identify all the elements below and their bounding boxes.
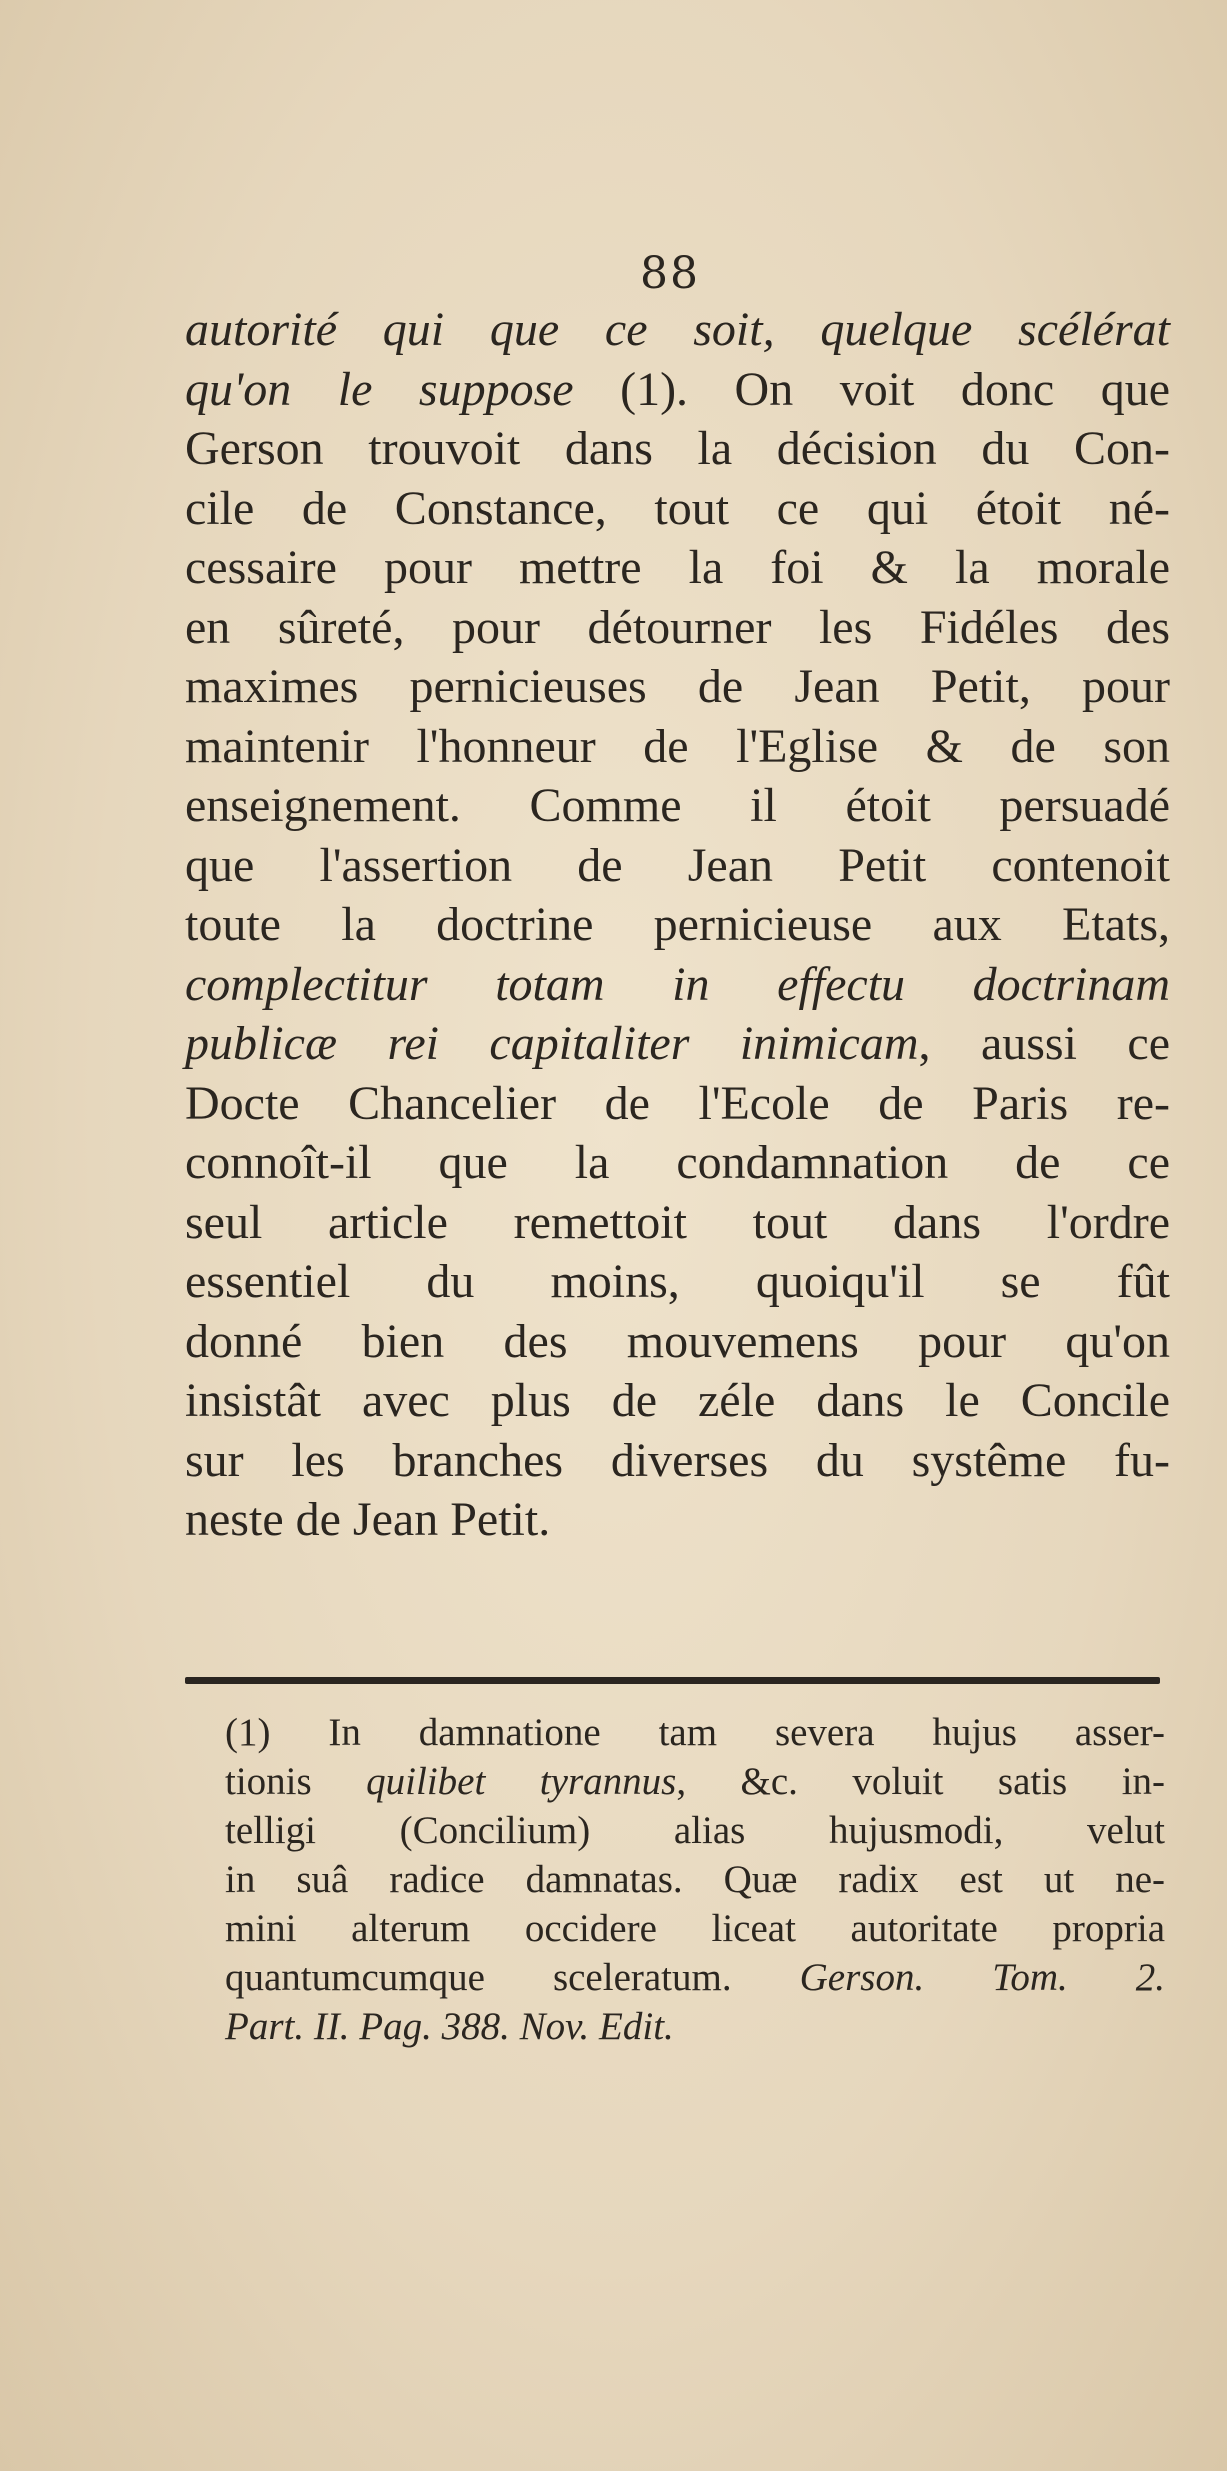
body-line [185, 657, 1170, 717]
text-segment: que l'assertion de Jean Petit contenoit [185, 838, 1170, 892]
body-line [185, 717, 1170, 777]
body-line [185, 1074, 1170, 1134]
text-segment: quilibet tyrannus [366, 1760, 677, 1803]
text-segment: complectitur totam in effectu doctrinam [185, 957, 1170, 1011]
body-line [185, 836, 1170, 896]
body-line [185, 1490, 1170, 1550]
body-line [185, 1312, 1170, 1372]
footnote-line [225, 1953, 1165, 2002]
footnote-divider [185, 1677, 1160, 1684]
body-line [185, 360, 1170, 420]
text-segment: (1) In damnatione tam severa hujus asser- [225, 1711, 1165, 1754]
text-segment: Gerson trouvoit dans la décision du Con- [185, 422, 1170, 475]
text-segment: cile de Constance, tout ce qui étoit né- [185, 481, 1170, 535]
page-number: 88 [640, 248, 700, 299]
text-segment: en sûreté, pour détourner les Fidéles des [185, 600, 1170, 654]
text-segment: publicæ rei capitaliter inimicam [185, 1017, 919, 1070]
text-segment: mini alterum occidere liceat autoritate propria [225, 1907, 1165, 1950]
body-line [185, 598, 1170, 658]
body-line [185, 955, 1170, 1015]
text-segment: donné bien des mouvemens pour qu'on [185, 1314, 1170, 1368]
text-segment: , &c. voluit satis in- [676, 1760, 1166, 1803]
text-segment: autorité qui que ce soit, quelque scélérat [185, 303, 1170, 356]
body-line [185, 1252, 1170, 1312]
text-segment: telligi (Concilium) alias hujusmodi, velut [225, 1809, 1165, 1852]
text-segment: connoît-il que la condamnation de ce [185, 1136, 1170, 1189]
body-line [185, 1193, 1170, 1253]
body-line [185, 1371, 1170, 1431]
footnote-line [225, 1757, 1165, 1806]
text-segment: toute la doctrine pernicieuse aux Etats, [185, 898, 1170, 951]
text-segment: tionis [225, 1760, 367, 1803]
footnote-line [225, 1708, 1165, 1757]
text-segment: Gerson. Tom. 2. [799, 1956, 1165, 1999]
text-segment: enseignement. Comme il étoit persuadé [185, 779, 1170, 832]
text-segment: (1). On voit donc que [573, 362, 1170, 416]
footnote-line [225, 1904, 1165, 1953]
footnote-line [225, 1806, 1165, 1855]
body-line [185, 895, 1170, 955]
text-segment: maintenir l'honneur de l'Eglise & de son [185, 719, 1170, 773]
text-segment: Docte Chancelier de l'Ecole de Paris re- [185, 1076, 1170, 1130]
body-line [185, 300, 1170, 360]
body-line [185, 1014, 1170, 1074]
body-line [185, 776, 1170, 836]
text-segment: neste de Jean Petit. [185, 1493, 551, 1546]
text-segment: sur les branches diverses du systême fu- [185, 1433, 1170, 1487]
text-segment: , aussi ce [918, 1017, 1171, 1070]
text-segment: seul article remettoit tout dans l'ordre [185, 1195, 1170, 1249]
text-segment: in suâ radice damnatas. Quæ radix est ut ne- [225, 1858, 1165, 1901]
text-segment: cessaire pour mettre la foi & la morale [185, 541, 1170, 594]
text-segment: maximes pernicieuses de Jean Petit, pour [185, 660, 1170, 713]
body-line [185, 1133, 1170, 1193]
text-segment: quantumcumque sceleratum. [225, 1956, 800, 1999]
main-text [185, 300, 1170, 1550]
body-line [185, 479, 1170, 539]
text-segment: essentiel du moins, quoiqu'il se fût [185, 1255, 1170, 1308]
body-line [185, 538, 1170, 598]
body-line [185, 1431, 1170, 1491]
footnote-line [225, 1855, 1165, 1904]
text-segment: qu'on le suppose [185, 362, 574, 416]
body-line [185, 419, 1170, 479]
footnote [225, 1708, 1165, 2051]
text-segment: Part. II. Pag. 388. Nov. Edit. [225, 2005, 674, 2048]
text-segment: insistât avec plus de zéle dans le Concile [185, 1374, 1170, 1427]
footnote-line [225, 2002, 1165, 2051]
